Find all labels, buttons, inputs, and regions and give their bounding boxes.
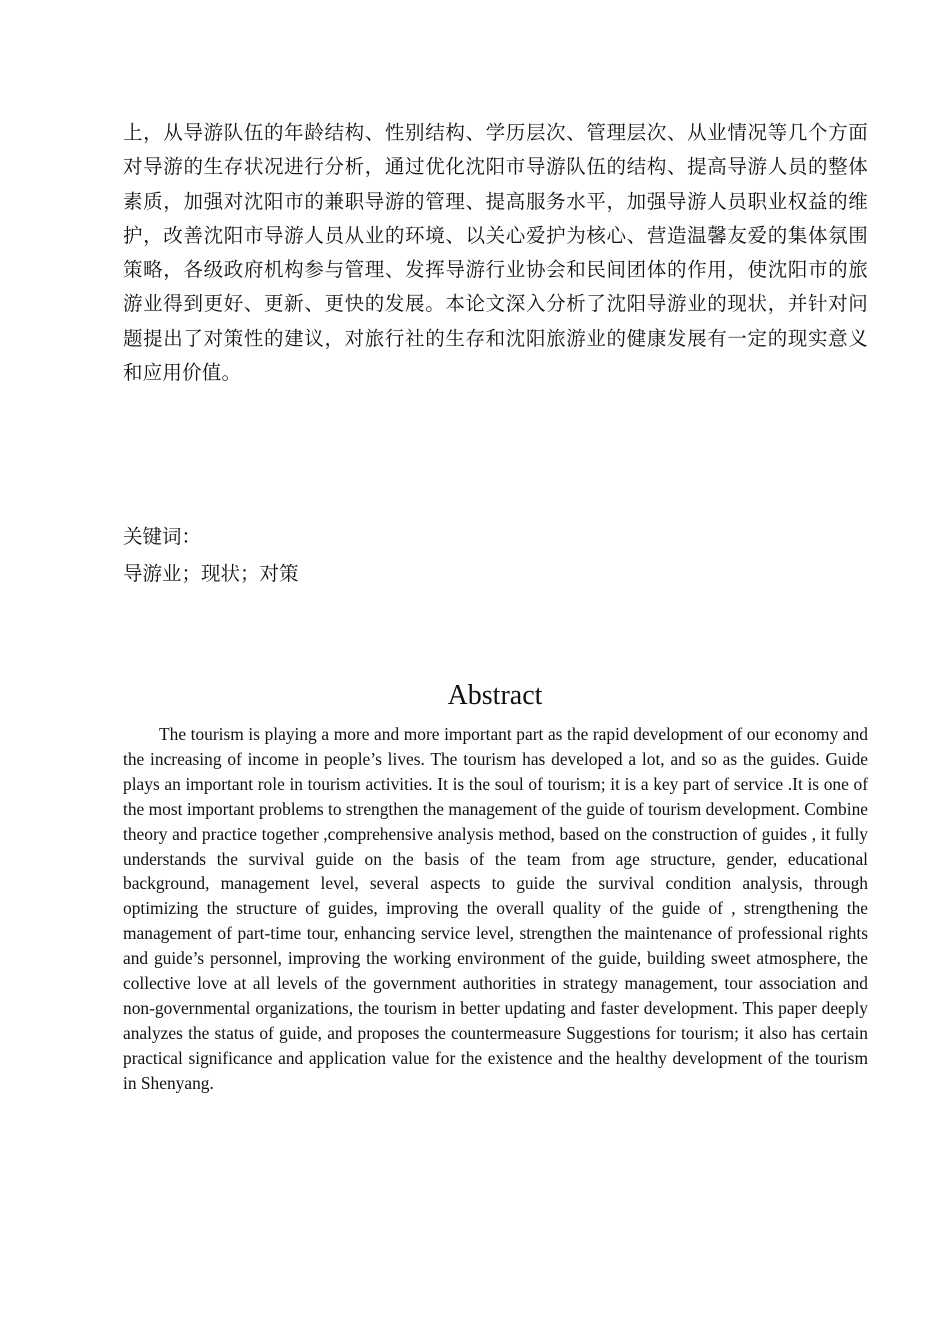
chinese-abstract-paragraph: 上，从导游队伍的年龄结构、性别结构、学历层次、管理层次、从业情况等几个方面对导游的生存状况进行分析，通过优化沈阳市导游队伍的结构、提高导游人员的整体素质，加强对沈阳市的兼职导游的管理、提高服务水平，加强导游人员职业权益的维护，改善沈阳市导游人员从业的环境、以关心爱护为核心、营造温馨友爱的集体氛围策略，各级政府机构参与管理、发挥导游行业协会和民间团体的作用，使沈阳市的旅游业得到更好、更新、更快的发展。本论文深入分析了沈阳导游业的现状，并针对问题提出了对策性的建议，对旅行社的生存和沈阳旅游业的健康发展有一定的现实意义和应用价值。: [123, 121, 868, 385]
abstract-paragraph: The tourism is playing a more and more important part as the rapid development of our economy and the increasing of income in people’s lives. The tourism has developed a lot, and so as the guides. Guide plays an important role in tourism activities. It is the soul of tourism; it is a key part of service .It is one of the most important problems to strengthen the management of the guide of tourism development. Combine theory and practice together ,comprehensive analysis method, based on the construction of guides , it fully understands the survival guide on the basis of the team from age structure, gender, educational background, management level, several aspects to guide the survival condition analysis, through optimizing the structure of guides, improving the overall quality of the guide of , strengthening the management of part-time tour, enhancing service level, strengthen the maintenance of professional rights and guide’s personnel, improving the working environment of the guide, building sweet atmosphere, the collective love at all levels of the government authorities in strategy management, tour association and non-governmental organizations, the tourism in better updating and faster development. This paper deeply analyzes the status of guide, and proposes the countermeasure Suggestions for tourism; it also has certain practical significance and application value for the existence and the healthy development of the tourism in Shenyang.: [123, 724, 868, 1093]
abstract-title: Abstract: [447, 680, 543, 711]
keywords-value: 导游业；现状；对策: [123, 562, 299, 585]
keywords-label: 关键词：: [123, 525, 202, 548]
